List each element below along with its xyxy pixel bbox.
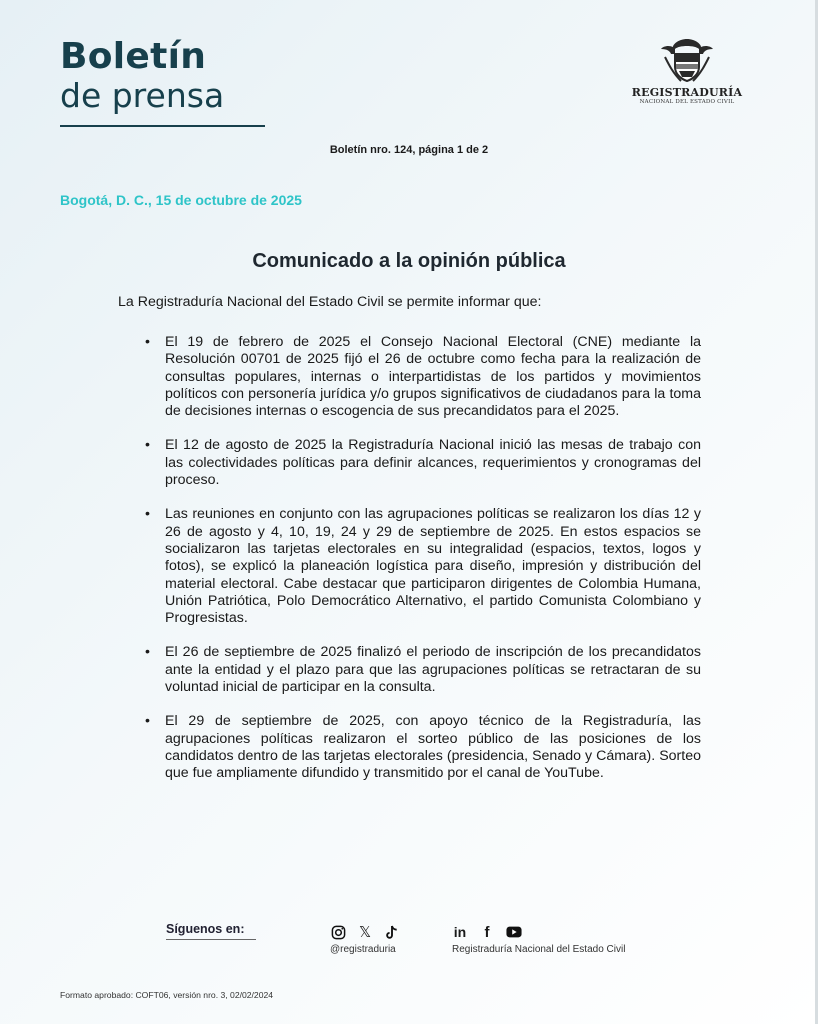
bullet-list bbox=[145, 334, 701, 800]
bullet-dot: • bbox=[145, 506, 150, 523]
bullet-item bbox=[145, 506, 701, 627]
social-group-left bbox=[330, 922, 400, 955]
x-icon[interactable] bbox=[357, 924, 373, 940]
bullet-dot: • bbox=[145, 713, 150, 730]
linkedin-icon[interactable] bbox=[452, 924, 468, 940]
logo-subtitle: NACIONAL DEL ESTADO CIVIL bbox=[639, 99, 735, 105]
follow-us-label: Síguenos en: bbox=[166, 922, 245, 936]
youtube-icon[interactable] bbox=[506, 924, 522, 940]
follow-underline bbox=[166, 939, 256, 940]
linkedin-glyph: in bbox=[453, 924, 467, 940]
dateline: Bogotá, D. C., 15 de octubre de 2025 bbox=[60, 192, 302, 208]
coat-of-arms-icon bbox=[659, 37, 715, 83]
tiktok-icon[interactable] bbox=[384, 924, 400, 940]
title-underline bbox=[60, 125, 265, 127]
bulletin-subtitle: de prensa bbox=[60, 76, 225, 115]
intro-paragraph: La Registraduría Nacional del Estado Civil se permite informar que: bbox=[118, 294, 542, 310]
social-group-right bbox=[452, 922, 625, 955]
bullet-text: Las reuniones en conjunto con las agrupaciones políticas se realizaron los días 12 y 26 de agosto y 4, 10, 19, 24 y 29 de septiembre de 2025. En estos espacios se socializaron las tarjetas electorales en su integralidad (espacios, textos, logos y fotos), se explicó la planeación logística para diseño, impresión y distribución del material electoral. Cabe destacar que participaron dirigentes de Colombia Humana, Unión Patriótica, Polo Democrático Alternativo, el partido Comunista Colombiano y Progresistas. bbox=[165, 506, 701, 627]
bullet-text: El 19 de febrero de 2025 el Consejo Nacional Electoral (CNE) mediante la Resolución 00701 de 2025 fijó el 26 de octubre como fecha para la realización de consultas populares, internas o interpartidistas de los partidos y movimientos políticos con personería jurídica y/o grupos significativos de ciudadanos para la toma de decisiones internas o escogencia de sus precandidatos para el 2025. bbox=[165, 334, 701, 420]
logo-name: REGISTRADURÍA bbox=[631, 86, 743, 99]
bullet-dot: • bbox=[145, 644, 150, 661]
bullet-item bbox=[145, 334, 701, 420]
bullet-item bbox=[145, 644, 701, 696]
bulletin-title: Boletín bbox=[60, 36, 207, 77]
bullet-dot: • bbox=[145, 334, 150, 350]
instagram-icon[interactable] bbox=[330, 924, 346, 940]
bullet-text: El 12 de agosto de 2025 la Registraduría Nacional inició las mesas de trabajo con las colectividades políticas para definir alcances, requerimientos y cronogramas del proceso. bbox=[165, 437, 701, 489]
format-footer: Formato aprobado: COFT06, versión nro. 3, 02/02/2024 bbox=[60, 990, 274, 1000]
bullet-text: El 29 de septiembre de 2025, con apoyo técnico de la Registraduría, las agrupaciones políticas realizaron el sorteo público de las posiciones de los candidatos dentro de las tarjetas electorales (presidencia, Senado y Cámara). Sorteo que fue ampliamente difundido y transmitido por el canal de YouTube. bbox=[165, 713, 701, 782]
organization-name: Registraduría Nacional del Estado Civil bbox=[452, 944, 626, 955]
registraduria-logo bbox=[628, 37, 746, 105]
bulletin-number: Boletín nro. 124, página 1 de 2 bbox=[329, 144, 489, 156]
facebook-icon[interactable] bbox=[479, 924, 495, 940]
bullet-text: El 26 de septiembre de 2025 finalizó el periodo de inscripción de los precandidatos ante la entidad y el plazo para que las agrupaciones políticas se retractaran de su voluntad inicial de participar en la consulta. bbox=[165, 644, 701, 696]
x-glyph: 𝕏 bbox=[358, 924, 372, 941]
bullet-item bbox=[145, 713, 701, 782]
bullet-dot: • bbox=[145, 437, 150, 454]
social-handle: @registraduria bbox=[330, 944, 396, 955]
statement-heading: Comunicado a la opinión pública bbox=[252, 250, 566, 272]
bullet-item bbox=[145, 437, 701, 489]
facebook-glyph: f bbox=[484, 923, 490, 941]
